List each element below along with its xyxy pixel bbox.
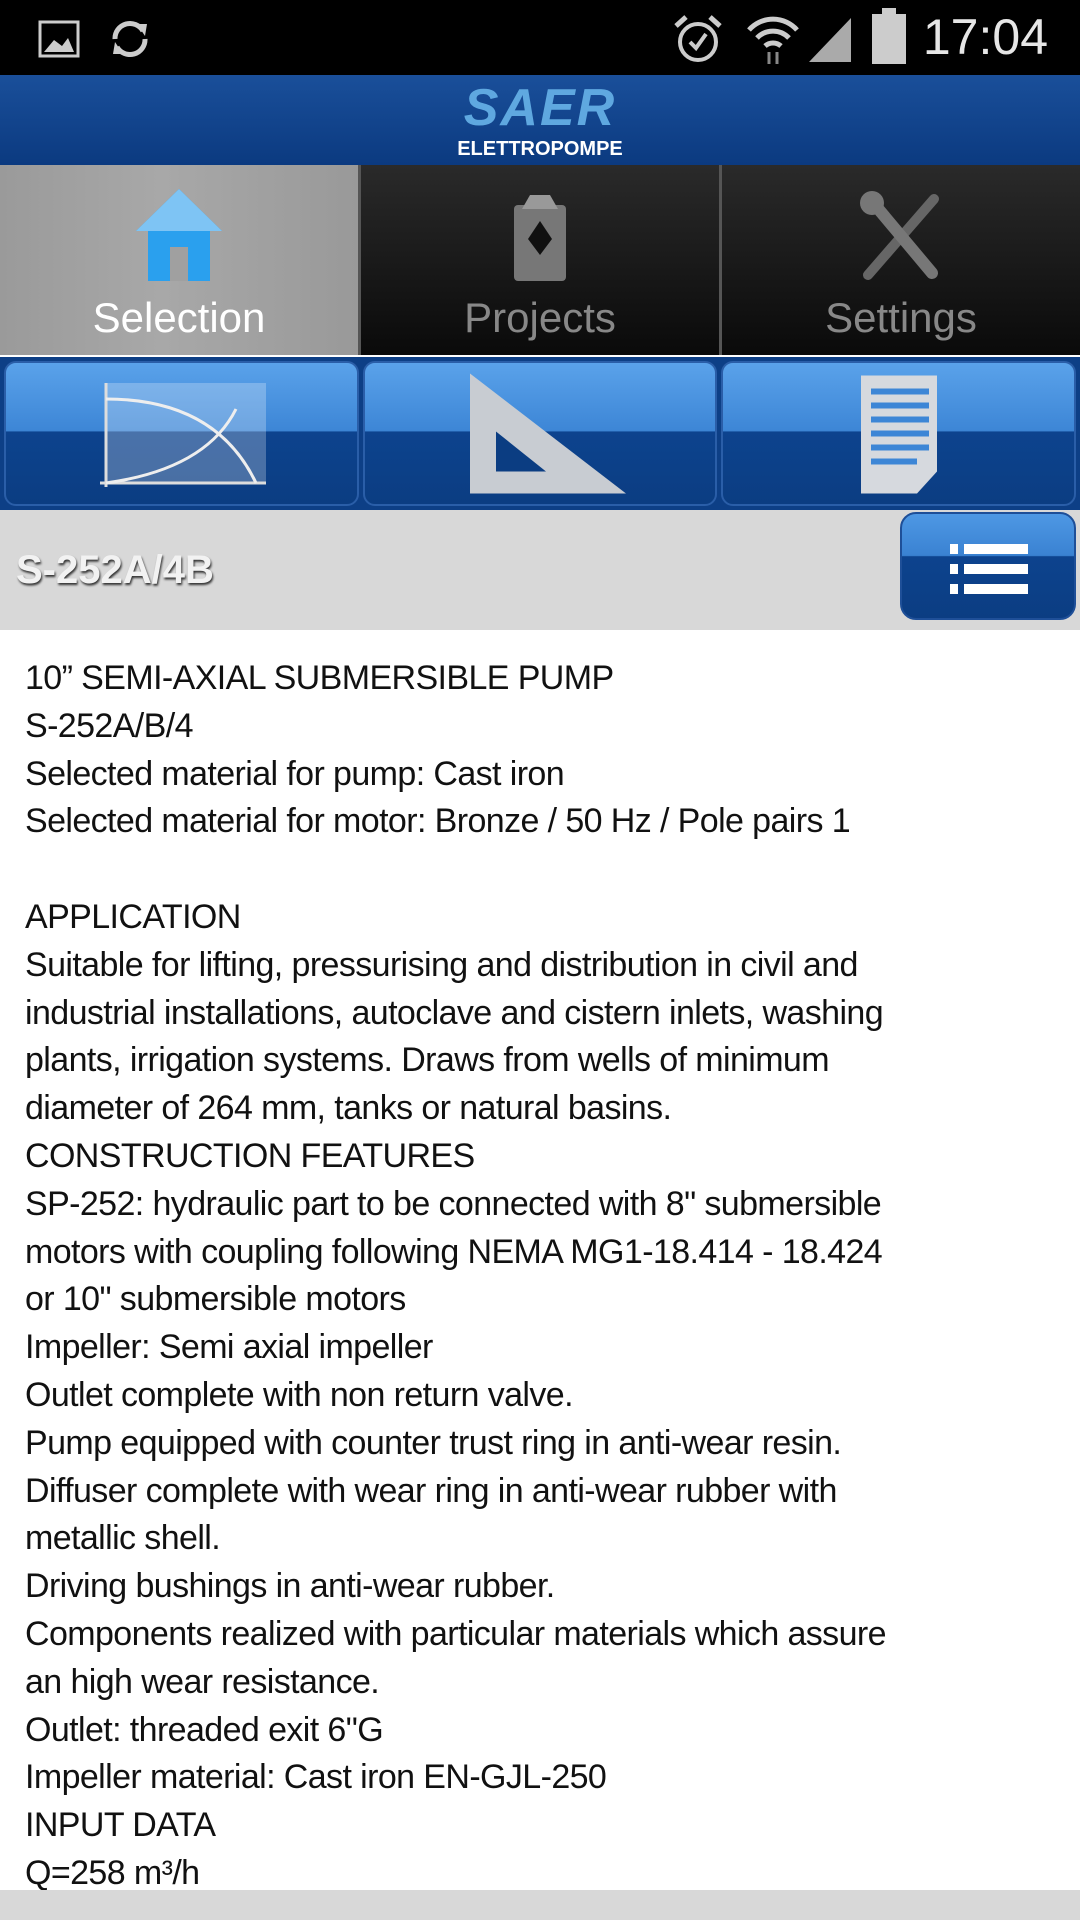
main-tabs — [0, 165, 1080, 355]
list-icon — [902, 514, 1078, 622]
datasheet-button[interactable] — [721, 361, 1076, 506]
clipboard-icon — [510, 185, 570, 285]
tab-projects[interactable] — [361, 165, 722, 355]
description-line: Driving bushings in anti-wear rubber. — [25, 1567, 555, 1606]
description-line: metallic shell. — [25, 1519, 221, 1558]
tab-selection[interactable] — [0, 165, 361, 355]
signal-icon — [805, 14, 855, 64]
saer-logo — [457, 81, 623, 161]
logo-subtext: ELETTROPOMPE — [457, 138, 623, 160]
description-line: motors with coupling following NEMA MG1-18.414 - 18.424 — [25, 1232, 883, 1271]
sync-icon — [105, 14, 155, 64]
app-header — [0, 75, 1080, 165]
description-line: SP-252: hydraulic part to be connected with 8" submersible — [25, 1184, 882, 1223]
description-line: Q=258 m³/h — [25, 1853, 200, 1890]
function-toolbar — [0, 357, 1080, 510]
tab-label: Projects — [464, 294, 616, 341]
set-square-icon — [450, 371, 630, 496]
datasheet-icon — [857, 371, 941, 496]
description-line: Components realized with particular materials which assure — [25, 1614, 886, 1653]
description-line — [25, 846, 1075, 894]
description-line: 10” SEMI-AXIAL SUBMERSIBLE PUMP — [25, 659, 614, 697]
dimensions-button[interactable] — [363, 361, 718, 506]
description-line: industrial installations, autoclave and cistern inlets, washing — [25, 993, 884, 1032]
performance-curve-button[interactable] — [4, 361, 359, 506]
description-line: INPUT DATA — [25, 1806, 216, 1845]
description-line: Pump equipped with counter trust ring in anti-wear resin. — [25, 1423, 842, 1462]
list-menu-button[interactable] — [900, 512, 1076, 620]
tools-icon — [856, 185, 946, 285]
logo-text: SAER — [463, 79, 617, 137]
description-line: Diffuser complete with wear ring in anti-wear rubber with — [25, 1471, 837, 1510]
performance-curve-icon — [96, 379, 266, 489]
tab-settings[interactable] — [722, 165, 1080, 355]
description-line: an high wear resistance. — [25, 1662, 380, 1701]
description-line: Selected material for pump: Cast iron — [25, 754, 565, 793]
description-line: or 10" submersible motors — [25, 1280, 406, 1319]
description-line: plants, irrigation systems. Draws from wells of minimum — [25, 1041, 829, 1080]
product-title-bar — [0, 510, 1080, 630]
wifi-icon — [745, 14, 801, 66]
battery-icon — [870, 8, 908, 64]
description-line: Selected material for motor: Bronze / 50 Hz / Pole pairs 1 — [25, 802, 851, 841]
description-line: S-252A/B/4 — [25, 706, 193, 745]
alarm-icon — [672, 14, 724, 66]
description-line: Outlet: threaded exit 6"G — [25, 1710, 384, 1749]
product-description — [25, 655, 1075, 1890]
tab-label: Settings — [825, 294, 977, 341]
image-icon — [38, 20, 80, 58]
description-line: Impeller: Semi axial impeller — [25, 1328, 433, 1367]
tab-label: Selection — [92, 294, 266, 341]
product-name: S-252A/4B — [16, 548, 214, 592]
clock: 17:04 — [922, 9, 1048, 65]
bottom-bar — [0, 1890, 1080, 1920]
description-line: CONSTRUCTION FEATURES — [25, 1136, 475, 1175]
description-line: APPLICATION — [25, 897, 241, 936]
description-line: Outlet complete with non return valve. — [25, 1375, 573, 1414]
description-line: Suitable for lifting, pressurising and distribution in civil and — [25, 945, 858, 984]
home-icon — [134, 185, 224, 285]
description-line: diameter of 264 mm, tanks or natural basins. — [25, 1089, 672, 1128]
status-bar — [0, 0, 1080, 75]
description-line: Impeller material: Cast iron EN-GJL-250 — [25, 1758, 607, 1797]
